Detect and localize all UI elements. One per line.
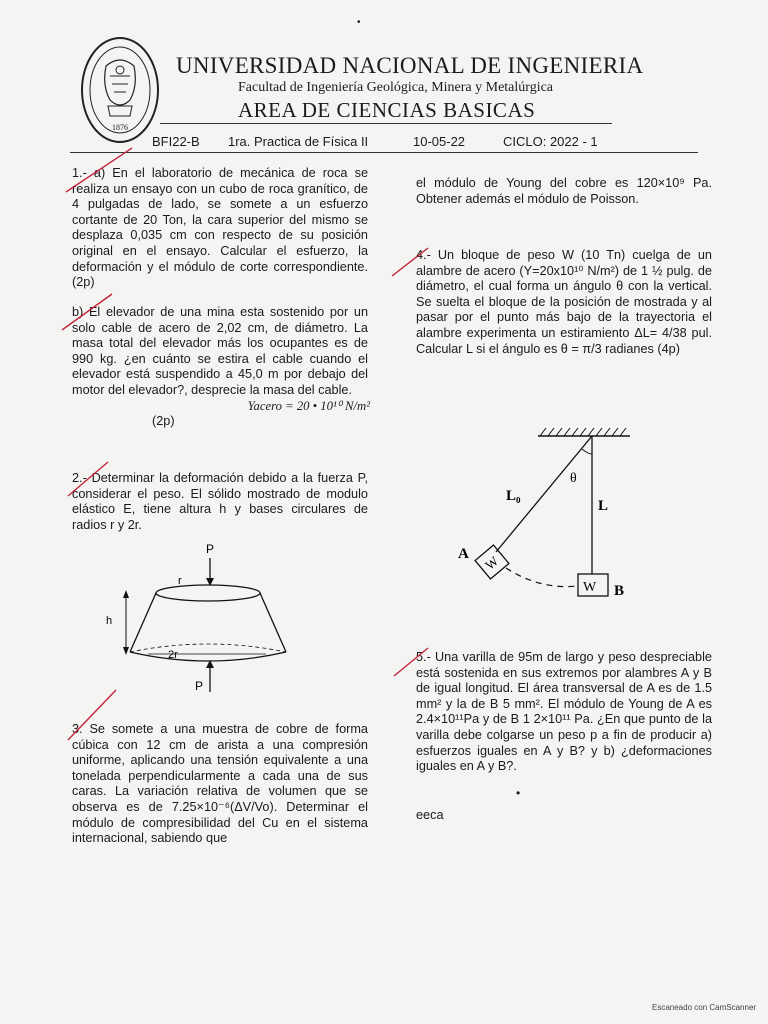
exam-title: 1ra. Practica de Física II — [228, 134, 369, 149]
problem-5-extra: eeca — [416, 808, 444, 822]
exam-cycle: CICLO: 2022 - 1 — [503, 134, 598, 149]
course-code: BFI22-B — [152, 134, 200, 149]
fig2-w-left: W — [482, 553, 502, 573]
fig1-h: h — [106, 615, 113, 627]
fig2-l: L — [598, 498, 609, 514]
university-seal-logo — [80, 36, 160, 144]
problem-1b: b) El elevador de una mina esta sostenido por un solo cable de acero de 2,02 cm, de diámetro. La masa total del elevador más los ocupantes es de 990 kg. ¿en cuánto se estira el cable cuando el elevador está suspendido a 45,0 m por debajo del motor del elevador?, desprecie la masa del cable. — [72, 305, 368, 397]
fig1-p-top: P — [206, 542, 215, 556]
problem-2: 2.- Determinar la deformación debido a la fuerza P, considerar el peso. El sólido mostrado de modulo elástico E, tiene altura h y bases circulares de radios r y 2r. — [72, 471, 368, 532]
faculty-name: Facultad de Ingeniería Geológica, Minera y Metalúrgica — [238, 80, 554, 95]
problem-1a: 1.- a) En el laboratorio de mecánica de roca se realiza un ensayo con un cubo de roca granítico, de 4 pulgadas de lado, se somete a un esfuerzo cortante de 20 Ton, la cara superior del mismo se desplaza 0,035 cm con respecto de su posición original en el ensayo. Calcular el esfuerzo, la deformación y el módulo de corte correspondiente. (2p) — [72, 166, 368, 290]
seal-year: 1876 — [112, 123, 128, 132]
area-name: AREA DE CIENCIAS BASICAS — [238, 98, 536, 122]
fig1-p-bottom: P — [195, 679, 204, 693]
problem-3: 3. Se somete a una muestra de cobre de forma cúbica con 12 cm de arista a una compresión uniforme, aplicando una tensión equivalente a una tonelada perpendicularmente a cada una de sus caras. La variación relativa de volumen que se observa es de 7.25×10⁻⁶(ΔV/Vo). Determinar el módulo de compresibilidad del Cu en el sistema internacional, sabiendo que — [72, 722, 368, 846]
pendulum-figure — [440, 420, 690, 610]
fig2-theta: θ — [570, 471, 577, 486]
meta-rule — [70, 152, 698, 153]
problem-1b-formula: Yacero = 20 • 10¹⁰ N/m² — [247, 399, 370, 413]
header-rule — [160, 123, 612, 124]
fig2-b: B — [614, 583, 625, 599]
fig2-a: A — [458, 546, 469, 562]
scanner-watermark: Escaneado con CamScanner — [652, 1003, 757, 1012]
fig1-2r: 2r — [168, 649, 178, 661]
university-name: UNIVERSIDAD NACIONAL DE INGENIERIA — [176, 53, 644, 78]
problem-5: 5.- Una varilla de 95m de largo y peso despreciable está sostenida en sus extremos por alambres A y B de igual longitud. El área transversal de A es de 1.5 mm² y la de B 5 mm². El módulo de Young de A es 2.4×10¹¹Pa y de B 1 2×10¹¹ Pa. ¿En que punto de la varilla debe colgarse un peso p a fin de producir a) esfuerzos iguales en A y B? y b) ¿deformaciones iguales en A y B?. — [416, 650, 712, 774]
problem-3-continued: el módulo de Young del cobre es 120×10⁹ Pa. Obtener además el módulo de Poisson. — [416, 176, 712, 206]
fig1-r: r — [178, 575, 182, 587]
fig2-w-bottom: W — [583, 580, 597, 595]
exam-date: 10-05-22 — [413, 134, 466, 149]
truncated-cone-figure — [100, 540, 340, 700]
problem-1b-points: (2p) — [152, 414, 175, 428]
problem-4: 4.- Un bloque de peso W (10 Tn) cuelga de un alambre de acero (Y=20x10¹⁰ N/m²) de 1 ½ pulg. de diámetro, el cual forma un ángulo θ con la vertical. Se suelta el bloque de la posición de mostrada y al pasar por el punto más bajo de la trayectoria el alambre experimenta un estiramiento ΔL= 4/38 pul. Calcular L si el ángulo es θ = π/3 radianes (4p) — [416, 248, 712, 356]
fig2-l0: L₀ — [506, 488, 521, 504]
